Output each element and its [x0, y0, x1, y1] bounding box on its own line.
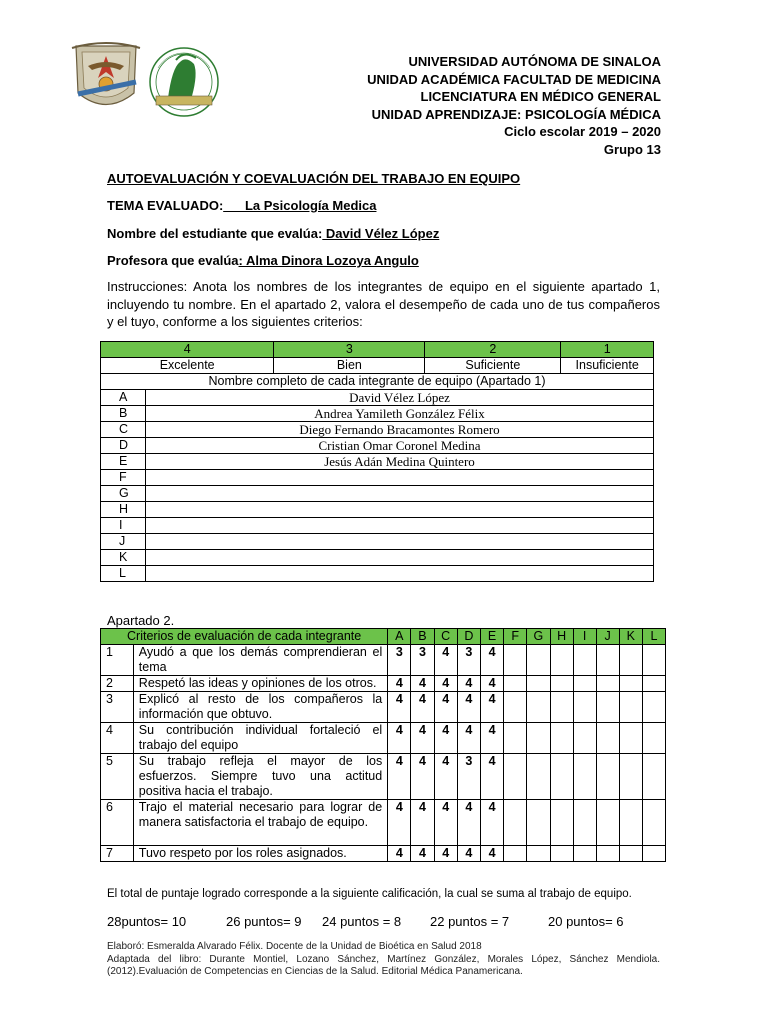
column-letter: D — [457, 629, 480, 645]
apartado1-header-row — [101, 374, 654, 390]
score-cell: 4 — [480, 800, 503, 846]
score-cell: 4 — [434, 846, 457, 862]
score-cell — [527, 754, 550, 800]
column-letter: K — [619, 629, 642, 645]
score-cell — [550, 846, 573, 862]
credit-source: Adaptada del libro: Durante Montiel, Lozano Sánchez, Martínez González, Morales López, Sánchez Mendiola. (2012).Evaluación de Competencias en Ciencias de la Salud. Editorial Médica Panamericana. — [107, 953, 660, 977]
member-name: Jesús Adán Medina Quintero — [146, 454, 654, 470]
member-row — [101, 454, 654, 470]
member-letter: A — [101, 390, 146, 406]
member-row — [101, 422, 654, 438]
criterion-number: 3 — [101, 692, 134, 723]
score-cell — [573, 645, 596, 676]
score-cell — [596, 676, 619, 692]
score-cell: 4 — [434, 800, 457, 846]
criterion-row — [101, 723, 666, 754]
score-cell — [596, 723, 619, 754]
member-letter: D — [101, 438, 146, 454]
score-cell: 4 — [411, 723, 434, 754]
score-cell — [550, 723, 573, 754]
criterion-text: Tuvo respeto por los roles asignados. — [133, 846, 387, 862]
score-cell — [619, 800, 642, 846]
member-name — [146, 470, 654, 486]
facultad-medicina-seal — [150, 48, 218, 116]
grade-scale-item: 22 puntos = 7 — [430, 914, 510, 929]
grade-scale-item: 20 puntos= 6 — [548, 914, 624, 929]
score-cell — [642, 846, 665, 862]
score-cell — [550, 645, 573, 676]
profesora-line — [107, 253, 419, 268]
criteria-header: Criterios de evaluación de cada integrante — [101, 629, 388, 645]
criterion-number: 1 — [101, 645, 134, 676]
member-name — [146, 550, 654, 566]
criterion-number: 5 — [101, 754, 134, 800]
score-cell — [573, 754, 596, 800]
total-text: El total de puntaje logrado corresponde a la siguiente calificación, la cual se suma al trabajo de equipo. — [107, 888, 632, 900]
score-cell — [573, 800, 596, 846]
score-cell — [596, 754, 619, 800]
university-logos — [68, 38, 228, 118]
profesora-value: : Alma Dinora Lozoya Angulo — [238, 253, 419, 268]
criterion-number: 7 — [101, 846, 134, 862]
member-letter: C — [101, 422, 146, 438]
score-cell — [550, 800, 573, 846]
column-letter: B — [411, 629, 434, 645]
score-cell: 4 — [457, 692, 480, 723]
score-cell — [596, 645, 619, 676]
score-cell — [619, 846, 642, 862]
criterion-text: Respetó las ideas y opiniones de los otros. — [133, 676, 387, 692]
score-cell — [504, 676, 527, 692]
score-cell: 4 — [411, 846, 434, 862]
column-letter: E — [480, 629, 503, 645]
member-letter: B — [101, 406, 146, 422]
score-cell — [527, 645, 550, 676]
score-cell — [527, 723, 550, 754]
column-letter: A — [388, 629, 411, 645]
member-name: Cristian Omar Coronel Medina — [146, 438, 654, 454]
member-row — [101, 390, 654, 406]
score-cell — [527, 692, 550, 723]
header-faculty: UNIDAD ACADÉMICA FACULTAD DE MEDICINA — [367, 71, 661, 87]
score-cell: 3 — [457, 754, 480, 800]
criterion-number: 4 — [101, 723, 134, 754]
header-university: UNIVERSIDAD AUTÓNOMA DE SINALOA — [408, 54, 661, 69]
scale-numbers-row — [101, 342, 654, 358]
uas-shield-logo — [72, 43, 140, 105]
score-cell — [596, 846, 619, 862]
score-cell: 4 — [434, 754, 457, 800]
score-cell: 4 — [457, 723, 480, 754]
criterion-number: 6 — [101, 800, 134, 846]
apartado2-title: Apartado 2. — [107, 613, 175, 628]
score-cell: 4 — [388, 754, 411, 800]
criterion-text: Trajo el material necesario para lograr de manera satisfactoria el trabajo de equipo. — [133, 800, 387, 846]
score-cell — [642, 754, 665, 800]
score-cell — [504, 846, 527, 862]
score-cell: 4 — [411, 692, 434, 723]
member-row — [101, 550, 654, 566]
criterion-text: Su contribución individual fortaleció el trabajo del equipo — [133, 723, 387, 754]
scale-number: 4 — [101, 342, 274, 358]
score-cell — [642, 692, 665, 723]
score-cell — [527, 800, 550, 846]
scale-label: Suficiente — [425, 358, 561, 374]
score-cell: 4 — [480, 846, 503, 862]
score-cell: 4 — [480, 723, 503, 754]
score-cell: 4 — [388, 800, 411, 846]
member-row — [101, 438, 654, 454]
score-cell: 3 — [457, 645, 480, 676]
column-letter: F — [504, 629, 527, 645]
score-cell: 4 — [411, 676, 434, 692]
score-cell — [642, 676, 665, 692]
score-cell — [504, 800, 527, 846]
scale-label: Insuficiente — [561, 358, 654, 374]
member-row — [101, 470, 654, 486]
criterion-row — [101, 676, 666, 692]
score-cell — [504, 692, 527, 723]
score-cell — [642, 645, 665, 676]
member-name — [146, 518, 654, 534]
tema-value: ___La Psicología Medica — [223, 198, 377, 213]
scale-label: Excelente — [101, 358, 274, 374]
score-cell: 4 — [388, 692, 411, 723]
column-letter: I — [573, 629, 596, 645]
criterion-row — [101, 800, 666, 846]
score-cell: 4 — [388, 676, 411, 692]
scale-number: 3 — [274, 342, 425, 358]
criterion-text: Ayudó a que los demás comprendieran el tema — [133, 645, 387, 676]
criteria-header-row — [101, 629, 666, 645]
header-school-year: Ciclo escolar 2019 – 2020 — [504, 124, 661, 139]
criterion-number: 2 — [101, 676, 134, 692]
criterion-text: Explicó al resto de los compañeros la información que obtuvo. — [133, 692, 387, 723]
score-cell — [596, 692, 619, 723]
score-cell — [573, 676, 596, 692]
score-cell: 4 — [480, 754, 503, 800]
column-letter: G — [527, 629, 550, 645]
score-cell: 4 — [434, 676, 457, 692]
score-cell: 4 — [480, 645, 503, 676]
score-cell — [642, 800, 665, 846]
tema-label: TEMA EVALUADO: — [107, 198, 224, 213]
score-cell: 4 — [434, 645, 457, 676]
apartado1-table — [100, 341, 654, 582]
grade-scale-item: 28puntos= 10 — [107, 914, 187, 929]
score-cell: 4 — [434, 692, 457, 723]
member-letter: J — [101, 534, 146, 550]
member-name: Andrea Yamileth González Félix — [146, 406, 654, 422]
score-cell: 3 — [411, 645, 434, 676]
score-cell: 4 — [434, 723, 457, 754]
member-name: David Vélez López — [146, 390, 654, 406]
score-cell: 4 — [411, 800, 434, 846]
member-letter: K — [101, 550, 146, 566]
credits — [107, 941, 660, 979]
scale-number: 2 — [425, 342, 561, 358]
score-cell — [619, 754, 642, 800]
column-letter: H — [550, 629, 573, 645]
scale-labels-row — [101, 358, 654, 374]
member-name — [146, 534, 654, 550]
column-letter: J — [596, 629, 619, 645]
estudiante-value: David Vélez López — [322, 226, 440, 241]
member-row — [101, 406, 654, 422]
grade-scale-item: 26 puntos= 9 — [226, 914, 302, 929]
instructions: Instrucciones: Anota los nombres de los integrantes de equipo en el siguiente apartado 1, incluyendo tu nombre. En el apartado 2, valora el desempeño de cada uno de tus compañeros y el tuyo, conforme a los siguientes criterios: — [107, 279, 660, 329]
member-row — [101, 486, 654, 502]
credit-author: Elaboró: Esmeralda Alvarado Félix. Docente de la Unidad de Bioética en Salud 2018 — [107, 941, 482, 952]
score-cell: 4 — [388, 723, 411, 754]
member-name — [146, 566, 654, 582]
member-letter: G — [101, 486, 146, 502]
grade-scale-item: 24 puntos = 8 — [322, 914, 402, 929]
member-letter: I — [101, 518, 146, 534]
member-row — [101, 518, 654, 534]
header-course: UNIDAD APRENDIZAJE: PSICOLOGÍA MÉDICA — [371, 106, 661, 122]
scale-number: 1 — [561, 342, 654, 358]
score-cell — [550, 754, 573, 800]
score-cell: 4 — [480, 692, 503, 723]
profesora-label: Profesora que evalúa — [107, 253, 239, 268]
score-cell — [527, 846, 550, 862]
score-cell — [619, 676, 642, 692]
criterion-text: Su trabajo refleja el mayor de los esfuerzos. Siempre tuvo una actitud positiva hacia el trabajo. — [133, 754, 387, 800]
column-letter: L — [642, 629, 665, 645]
apartado2-table — [100, 628, 666, 862]
score-cell: 4 — [457, 800, 480, 846]
estudiante-label: Nombre del estudiante que evalúa: — [107, 226, 323, 241]
score-cell — [573, 692, 596, 723]
score-cell — [550, 676, 573, 692]
criterion-row — [101, 692, 666, 723]
member-letter: E — [101, 454, 146, 470]
header-degree: LICENCIATURA EN MÉDICO GENERAL — [420, 89, 661, 104]
score-cell — [619, 692, 642, 723]
score-cell — [573, 723, 596, 754]
member-letter: H — [101, 502, 146, 518]
score-cell: 4 — [480, 676, 503, 692]
member-name — [146, 502, 654, 518]
criterion-row — [101, 846, 666, 862]
member-row — [101, 502, 654, 518]
member-letter: F — [101, 470, 146, 486]
score-cell — [550, 692, 573, 723]
column-letter: C — [434, 629, 457, 645]
score-cell: 4 — [457, 676, 480, 692]
score-cell — [504, 754, 527, 800]
score-cell — [642, 723, 665, 754]
criterion-row — [101, 645, 666, 676]
estudiante-line — [107, 226, 439, 241]
score-cell — [619, 645, 642, 676]
score-cell: 3 — [388, 645, 411, 676]
score-cell — [504, 723, 527, 754]
score-cell — [573, 846, 596, 862]
member-row — [101, 566, 654, 582]
criterion-row — [101, 754, 666, 800]
score-cell: 4 — [388, 846, 411, 862]
score-cell: 4 — [411, 754, 434, 800]
score-cell — [596, 800, 619, 846]
header-group: Grupo 13 — [603, 141, 661, 157]
member-row — [101, 534, 654, 550]
member-name: Diego Fernando Bracamontes Romero — [146, 422, 654, 438]
member-name — [146, 486, 654, 502]
score-cell — [527, 676, 550, 692]
institution-header — [367, 53, 661, 158]
scale-label: Bien — [274, 358, 425, 374]
score-cell: 4 — [457, 846, 480, 862]
tema-line — [107, 198, 376, 213]
apartado1-header: Nombre completo de cada integrante de equipo (Apartado 1) — [101, 374, 654, 390]
score-cell — [619, 723, 642, 754]
score-cell — [504, 645, 527, 676]
document-title: AUTOEVALUACIÓN Y COEVALUACIÓN DEL TRABAJO EN EQUIPO — [107, 171, 521, 186]
member-letter: L — [101, 566, 146, 582]
